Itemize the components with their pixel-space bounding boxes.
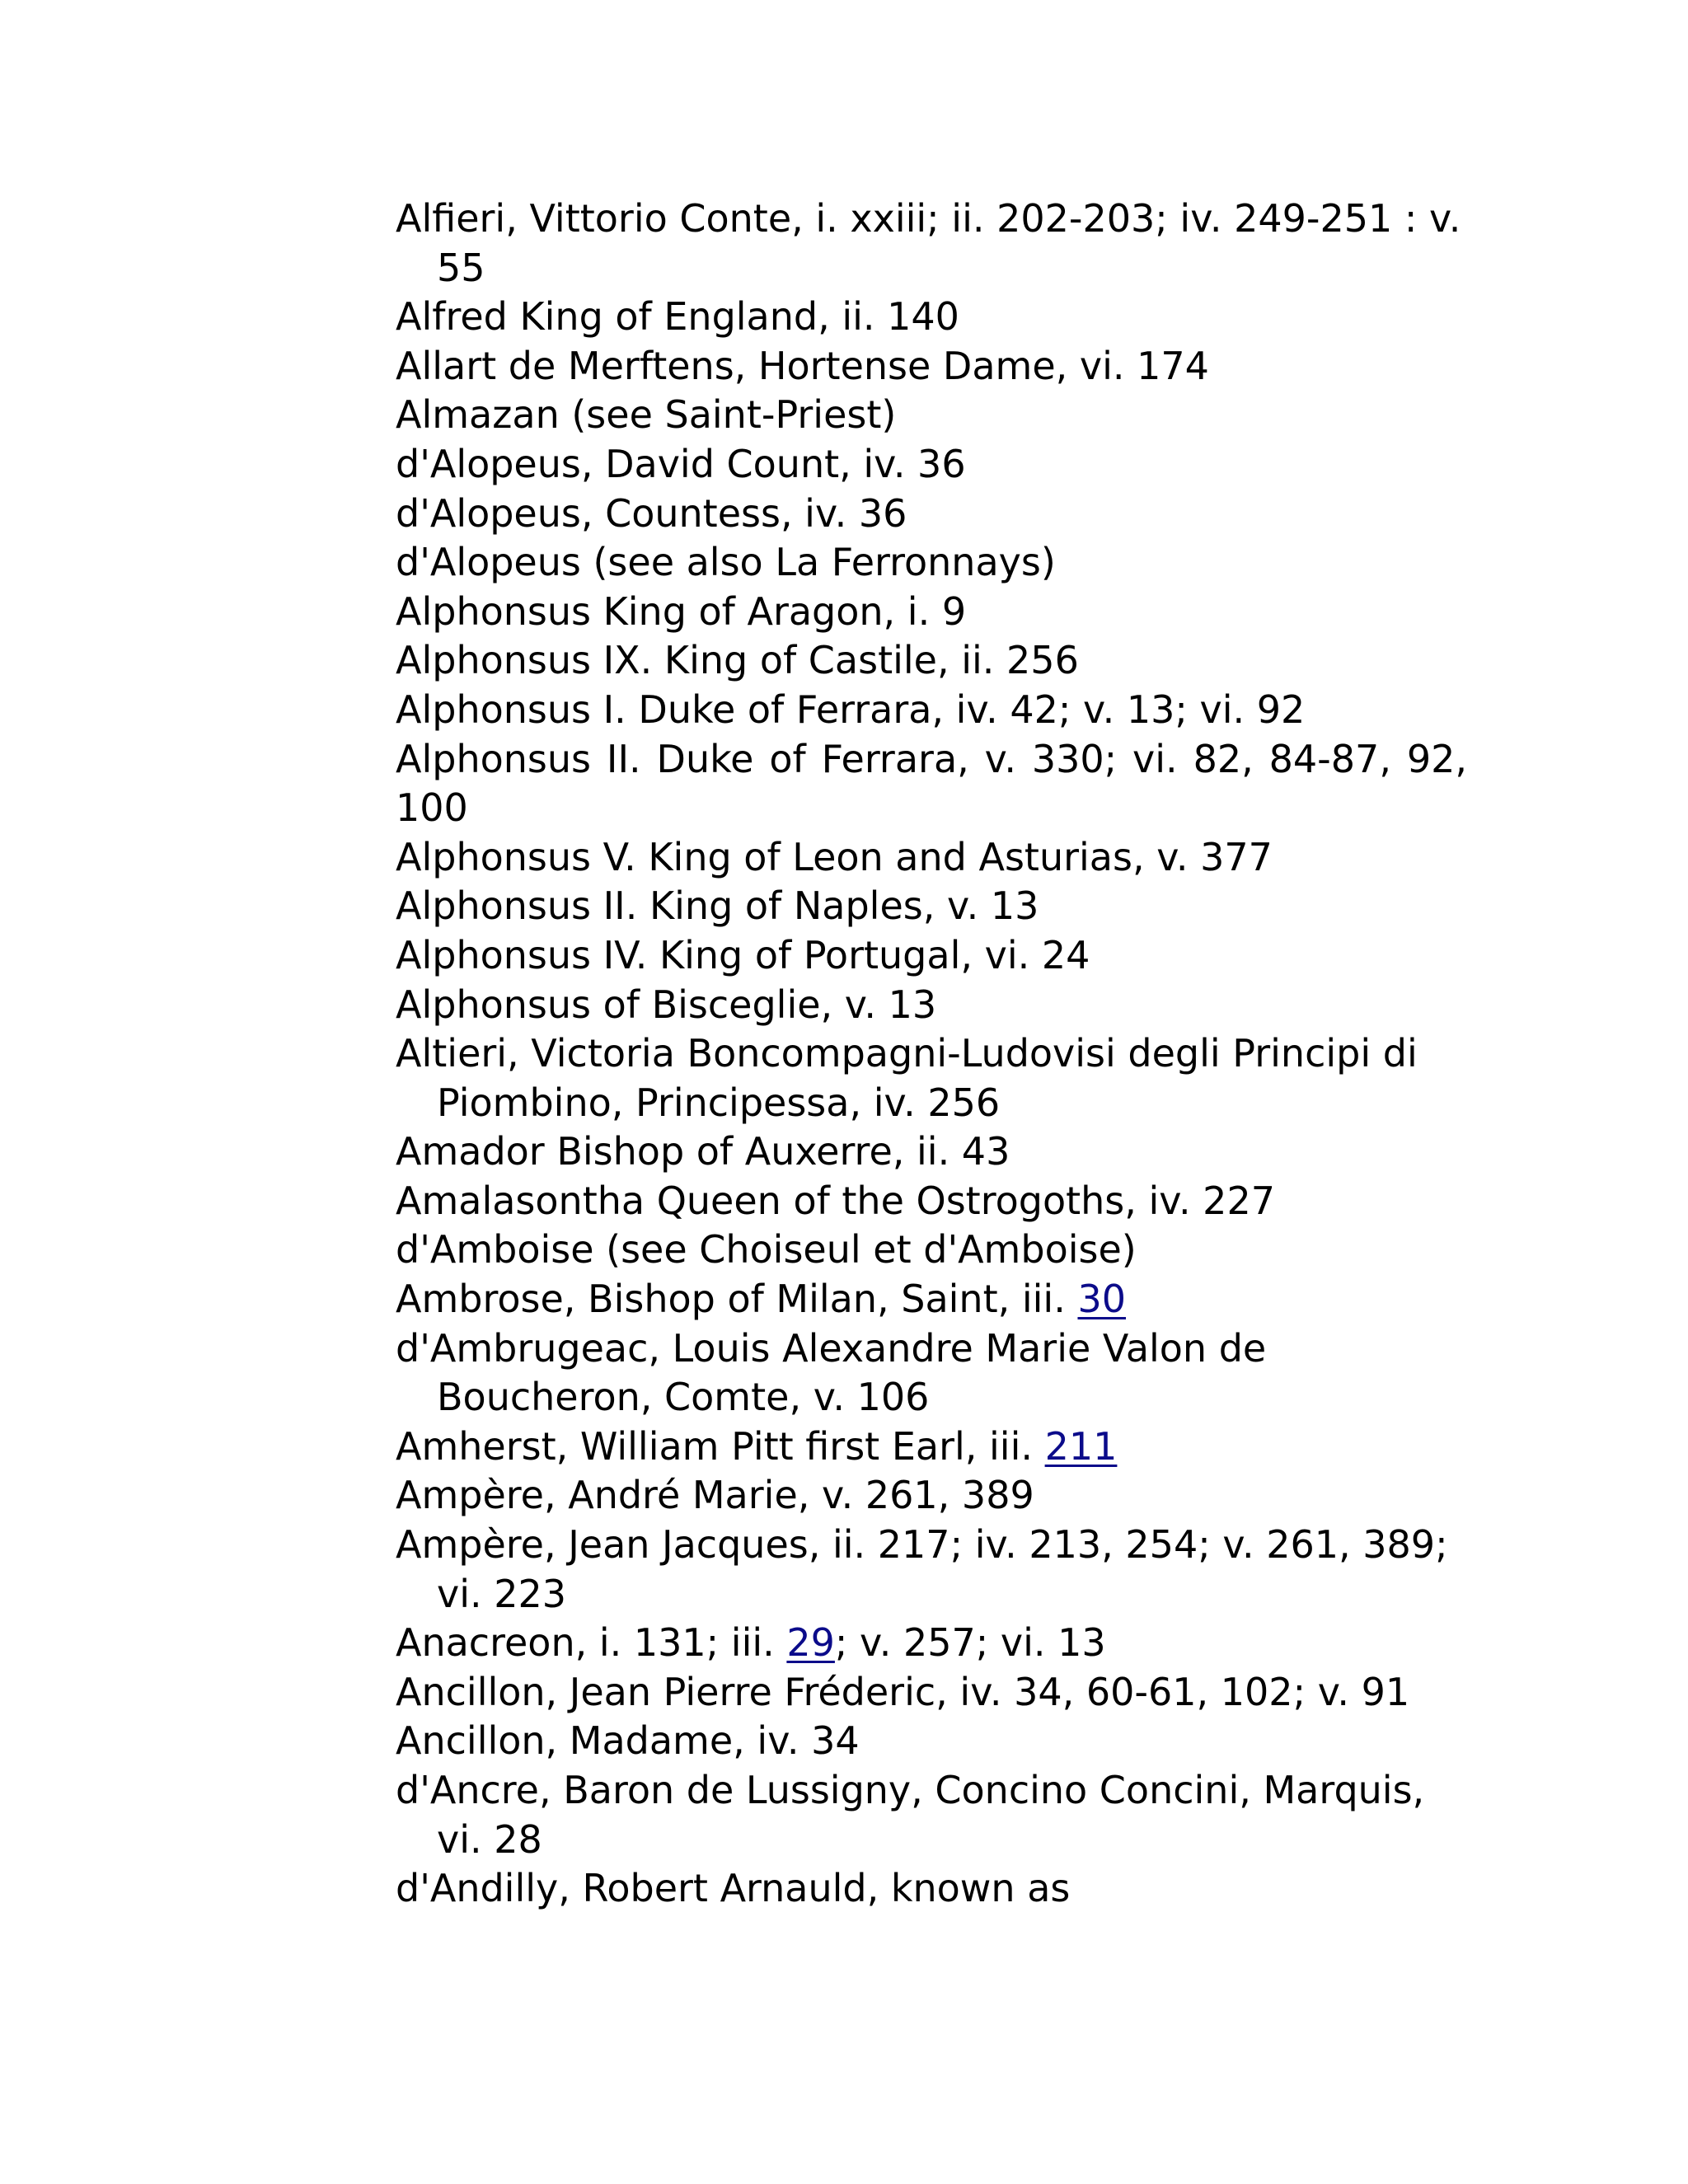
- entry-text: Alfieri, Vittorio Conte, i. xxiii; ii. 202-203; iv. 249-251 : v. 55: [396, 196, 1461, 290]
- entry-text: d'Andilly, Robert Arnauld, known as: [396, 1866, 1071, 1911]
- index-entry: [396, 1226, 1467, 1275]
- entry-text: Alphonsus of Bisceglie, v. 13: [396, 982, 937, 1027]
- entry-text: ; v. 257; vi. 13: [834, 1620, 1106, 1666]
- entry-text: Amherst, William Pitt first Earl, iii.: [396, 1423, 1045, 1469]
- index-entry: [396, 1127, 1467, 1177]
- index-entry: [396, 1177, 1467, 1226]
- entry-text: Alphonsus II. Duke of Ferrara, v. 330; vi. 82, 84-87, 92, 100: [396, 736, 1467, 831]
- entry-text: Alphonsus IV. King of Portugal, vi. 24: [396, 932, 1090, 977]
- index-entry: [396, 1471, 1467, 1521]
- entry-text: Alphonsus II. King of Naples, v. 13: [396, 883, 1039, 929]
- entry-text: d'Ancre, Baron de Lussigny, Concino Concini, Marquis, vi. 28: [396, 1768, 1425, 1862]
- index-entry: [396, 588, 1467, 637]
- index-entry: [396, 1521, 1467, 1619]
- index-entry: [396, 882, 1467, 931]
- index-entry: [396, 931, 1467, 981]
- index-entry: [396, 440, 1467, 490]
- entry-text: Amalasontha Queen of the Ostrogoths, iv. 227: [396, 1178, 1275, 1223]
- entry-text: Alphonsus V. King of Leon and Asturias, v. 377: [396, 834, 1273, 879]
- index-entry: [396, 391, 1467, 440]
- entry-text: Ampère, Jean Jacques, ii. 217; iv. 213, 254; v. 261, 389; vi. 223: [396, 1522, 1448, 1616]
- index-entry: [396, 490, 1467, 539]
- index-entry: [396, 686, 1467, 735]
- entry-text: Alphonsus I. Duke of Ferrara, iv. 42; v. 13; vi. 92: [396, 687, 1306, 732]
- index-entry: [396, 1029, 1467, 1127]
- index-entry: [396, 981, 1467, 1030]
- entry-text: Alphonsus King of Aragon, i. 9: [396, 588, 967, 634]
- index-entry: [396, 1422, 1467, 1472]
- entry-text: Ancillon, Madame, iv. 34: [396, 1718, 860, 1764]
- entry-text: Almazan (see Saint-Priest): [396, 392, 897, 438]
- entry-text: d'Alopeus (see also La Ferronnays): [396, 540, 1056, 585]
- index-entry: [396, 342, 1467, 391]
- entry-text: Alphonsus IX. King of Castile, ii. 256: [396, 638, 1079, 683]
- page-reference-link[interactable]: 29: [786, 1620, 835, 1666]
- page-reference-link[interactable]: 211: [1044, 1423, 1118, 1469]
- index-entry: [396, 735, 1467, 833]
- index-entry: [396, 1717, 1467, 1766]
- entry-text: Altieri, Victoria Boncompagni-Ludovisi degli Principi di Piombino, Principessa, iv. 256: [396, 1031, 1418, 1125]
- index-entry: [396, 1619, 1467, 1668]
- entry-text: Anacreon, i. 131; iii.: [396, 1620, 787, 1666]
- index-entry: [396, 538, 1467, 588]
- index-entry: [396, 1275, 1467, 1324]
- index-page: [396, 194, 1467, 1914]
- entry-text: d'Alopeus, Countess, iv. 36: [396, 490, 907, 536]
- index-entry: [396, 636, 1467, 686]
- entry-text: d'Alopeus, David Count, iv. 36: [396, 441, 966, 486]
- index-entry: [396, 1766, 1467, 1864]
- index-entry: [396, 1668, 1467, 1718]
- entry-text: Amador Bishop of Auxerre, ii. 43: [396, 1129, 1010, 1174]
- index-entry: [396, 1864, 1467, 1914]
- entry-text: d'Ambrugeac, Louis Alexandre Marie Valon de Boucheron, Comte, v. 106: [396, 1325, 1267, 1420]
- index-entry: [396, 293, 1467, 342]
- entry-text: Allart de Merftens, Hortense Dame, vi. 174: [396, 343, 1209, 388]
- entry-text: Ampère, André Marie, v. 261, 389: [396, 1473, 1034, 1518]
- entry-text: Ambrose, Bishop of Milan, Saint, iii.: [396, 1277, 1078, 1322]
- entry-text: Alfred King of England, ii. 140: [396, 294, 959, 340]
- entry-text: Ancillon, Jean Pierre Fréderic, iv. 34, 60-61, 102; v. 91: [396, 1669, 1410, 1714]
- index-entry: [396, 833, 1467, 883]
- entry-text: d'Amboise (see Choiseul et d'Amboise): [396, 1227, 1137, 1272]
- page-reference-link[interactable]: 30: [1077, 1277, 1126, 1322]
- index-entry: [396, 1324, 1467, 1422]
- index-entry: [396, 194, 1467, 293]
